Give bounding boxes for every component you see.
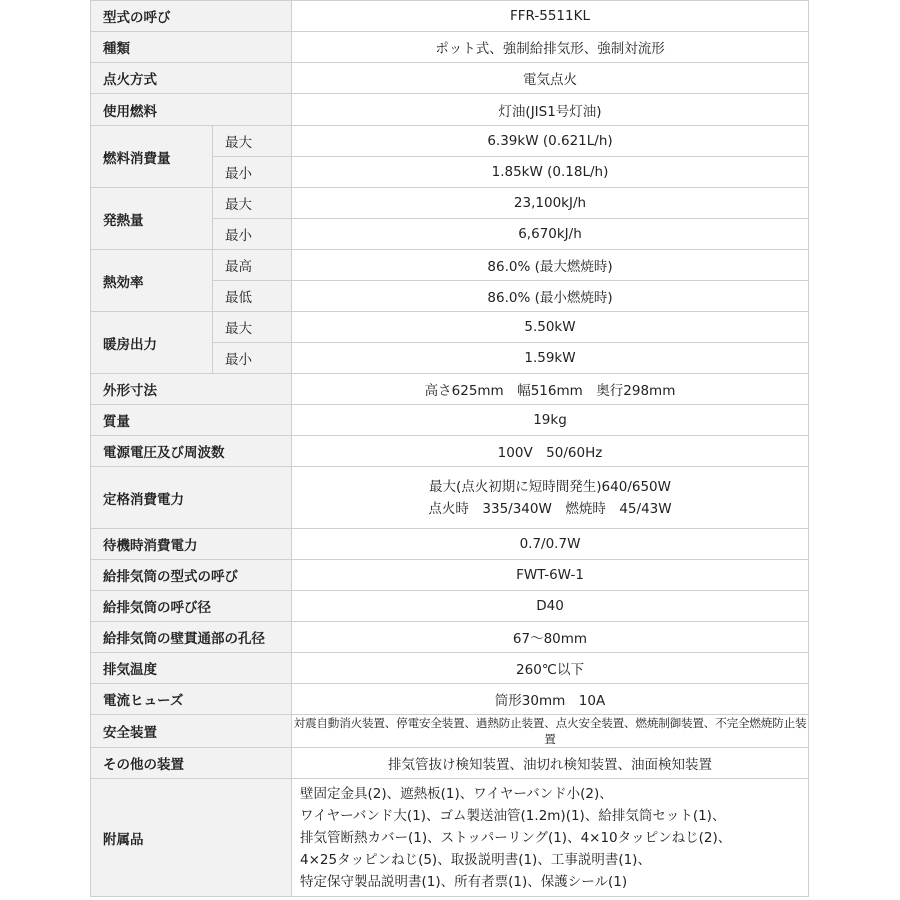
value-rated-power [292, 467, 809, 529]
value-fuel-consumption-min: 1.85kW (0.18L/h) [292, 157, 809, 188]
value-model-name: FFR-5511KL [292, 1, 809, 32]
row-power-supply [91, 436, 809, 467]
accessories-line: 特定保守製品説明書(1)、所有者票(1)、保護シール(1) [300, 873, 628, 890]
row-fuel [91, 94, 809, 126]
label-fuel-consumption: 燃料消費量 [91, 126, 213, 188]
spec-table [90, 0, 809, 897]
row-other-devices [91, 748, 809, 779]
sublabel-heating-output-max: 最大 [213, 312, 292, 343]
accessories-line: 排気管断熱カバー(1)、ストッパーリング(1)、4×10タッピンねじ(2)、 [300, 829, 732, 846]
row-rated-power [91, 467, 809, 529]
label-wall-hole: 給排気筒の壁貫通部の孔径 [91, 622, 292, 653]
sublabel-heating-output-min: 最小 [213, 343, 292, 374]
value-heating-output-max: 5.50kW [292, 312, 809, 343]
row-wall-hole [91, 622, 809, 653]
value-flue-diameter: D40 [292, 591, 809, 622]
value-heating-output-min: 1.59kW [292, 343, 809, 374]
value-dimensions: 高さ625mm 幅516mm 奥行298mm [292, 374, 809, 405]
sublabel-heat-output-max: 最大 [213, 188, 292, 219]
accessories-line: 壁固定金具(2)、遮熱板(1)、ワイヤーバンド小(2)、 [300, 785, 613, 802]
accessories-line: 4×25タッピンねじ(5)、取扱説明書(1)、工事説明書(1)、 [300, 851, 651, 868]
value-fuse: 筒形30mm 10A [292, 684, 809, 715]
label-standby-power: 待機時消費電力 [91, 529, 292, 560]
label-ignition: 点火方式 [91, 63, 292, 94]
row-ignition [91, 63, 809, 94]
label-exhaust-temp: 排気温度 [91, 653, 292, 684]
label-heat-output: 発熱量 [91, 188, 213, 250]
label-heating-output: 暖房出力 [91, 312, 213, 374]
row-mass [91, 405, 809, 436]
value-heat-output-min: 6,670kJ/h [292, 219, 809, 250]
label-safety: 安全装置 [91, 715, 292, 748]
label-fuel: 使用燃料 [91, 94, 292, 126]
value-safety: 対震自動消火装置、停電安全装置、過熱防止装置、点火安全装置、燃焼制御装置、不完全燃焼防止装置 [292, 715, 809, 748]
label-model-name: 型式の呼び [91, 1, 292, 32]
label-dimensions: 外形寸法 [91, 374, 292, 405]
row-flue-diameter [91, 591, 809, 622]
row-flue-model [91, 560, 809, 591]
label-type: 種類 [91, 32, 292, 63]
sublabel-fuel-consumption-max: 最大 [213, 126, 292, 157]
row-type [91, 32, 809, 63]
label-fuse: 電流ヒューズ [91, 684, 292, 715]
label-flue-diameter: 給排気筒の呼び径 [91, 591, 292, 622]
value-type: ポット式、強制給排気形、強制対流形 [292, 32, 809, 63]
value-flue-model: FWT-6W-1 [292, 560, 809, 591]
value-standby-power: 0.7/0.7W [292, 529, 809, 560]
value-ignition: 電気点火 [292, 63, 809, 94]
sublabel-thermal-efficiency-high: 最高 [213, 250, 292, 281]
value-fuel: 灯油(JIS1号灯油) [292, 94, 809, 126]
value-fuel-consumption-max: 6.39kW (0.621L/h) [292, 126, 809, 157]
label-flue-model: 給排気筒の型式の呼び [91, 560, 292, 591]
row-standby-power [91, 529, 809, 560]
row-heat-output-max [91, 188, 809, 219]
value-exhaust-temp: 260℃以下 [292, 653, 809, 684]
value-mass: 19kg [292, 405, 809, 436]
label-thermal-efficiency: 熱効率 [91, 250, 213, 312]
row-heating-output-max [91, 312, 809, 343]
row-fuse [91, 684, 809, 715]
sublabel-fuel-consumption-min: 最小 [213, 157, 292, 188]
rated-power-line-2: 点火時 335/340W 燃焼時 45/43W [428, 500, 672, 517]
value-accessories [292, 779, 809, 897]
label-other-devices: その他の装置 [91, 748, 292, 779]
label-rated-power: 定格消費電力 [91, 467, 292, 529]
row-thermal-efficiency-high [91, 250, 809, 281]
rated-power-line-1: 最大(点火初期に短時間発生)640/650W [429, 478, 671, 495]
row-accessories [91, 779, 809, 897]
sublabel-thermal-efficiency-low: 最低 [213, 281, 292, 312]
accessories-line: ワイヤーバンド大(1)、ゴム製送油管(1.2m)(1)、給排気筒セット(1)、 [300, 807, 726, 824]
row-dimensions [91, 374, 809, 405]
value-power-supply: 100V 50/60Hz [292, 436, 809, 467]
value-wall-hole: 67〜80mm [292, 622, 809, 653]
label-power-supply: 電源電圧及び周波数 [91, 436, 292, 467]
label-accessories: 附属品 [91, 779, 292, 897]
row-exhaust-temp [91, 653, 809, 684]
value-thermal-efficiency-high: 86.0% (最大燃焼時) [292, 250, 809, 281]
value-other-devices: 排気管抜け検知装置、油切れ検知装置、油面検知装置 [292, 748, 809, 779]
sublabel-heat-output-min: 最小 [213, 219, 292, 250]
row-model-name [91, 1, 809, 32]
row-fuel-consumption-max [91, 126, 809, 157]
row-safety [91, 715, 809, 748]
label-mass: 質量 [91, 405, 292, 436]
value-heat-output-max: 23,100kJ/h [292, 188, 809, 219]
value-thermal-efficiency-low: 86.0% (最小燃焼時) [292, 281, 809, 312]
